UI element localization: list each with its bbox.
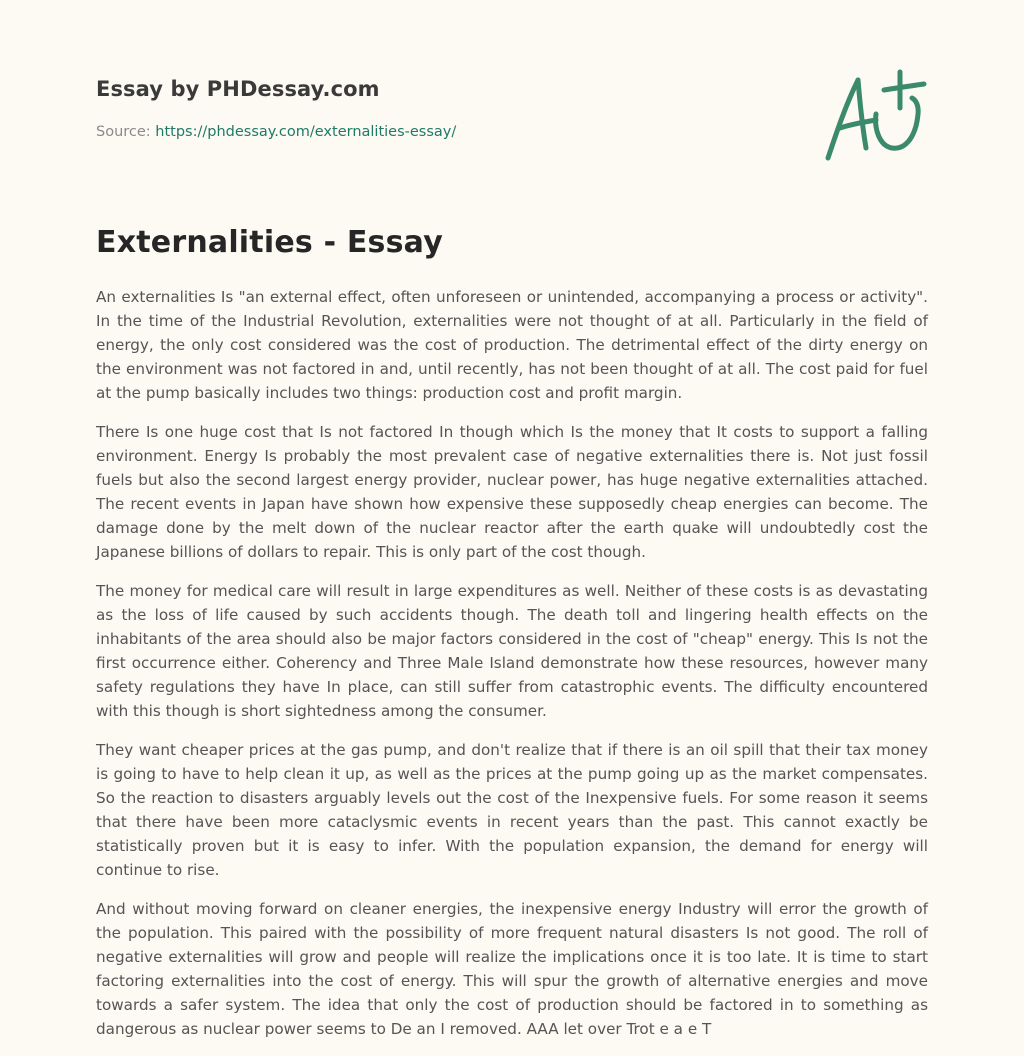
a-plus-logo: [818, 64, 930, 168]
source-label: Source:: [96, 124, 151, 140]
essay-paragraph: And without moving forward on cleaner energies, the inexpensive energy Industry will error the growth of the population. This paired with the possibility of more frequent natural disasters Is not good. The roll of negative externalities will grow and people will realize the implications once it is too late. It is time to start factoring externalities into the cost of energy. This will spur the growth of alternative energies and move towards a safer system. The idea that only the cost of production should be factored in to something as dangerous as nuclear power seems to De an I removed. AAA let over Trot e a e T: [96, 900, 928, 1038]
essay-paragraph: An externalities Is "an external effect, often unforeseen or unintended, accompanying a process or activity". In the time of the Industrial Revolution, externalities were not thought of at all. Particularly in the field of energy, the only cost considered was the cost of production. The detrimental effect of the dirty energy on the environment was not factored in and, until recently, has not been thought of at all. The cost paid for fuel at the pump basically includes two things: production cost and profit margin.: [96, 288, 928, 402]
site-brand: Essay by PHDessay.com: [96, 77, 380, 101]
essay-paragraph: They want cheaper prices at the gas pump, and don't realize that if there is an oil spill that their tax money is going to have to help clean it up, as well as the prices at the pump going up as the market compensates. So the reaction to disasters arguably levels out the cost of the Inexpensive fuels. For some reason it seems that there have been more cataclysmic events in recent years than the past. This cannot exactly be statistically proven but it is easy to infer. With the population expansion, the demand for energy will continue to rise.: [96, 741, 928, 879]
essay-title: Externalities - Essay: [96, 225, 443, 260]
essay-paragraph: There Is one huge cost that Is not factored In though which Is the money that It costs to support a falling environment. Energy Is probably the most prevalent case of negative externalities there is. Not just fossil fuels but also the second largest energy provider, nuclear power, has huge negative externalities attached. The recent events in Japan have shown how expensive these supposedly cheap energies can become. The damage done by the melt down of the nuclear reactor after the earth quake will undoubtedly cost the Japanese billions of dollars to repair. This is only part of the cost though.: [96, 423, 928, 561]
source-line: [96, 124, 456, 140]
essay-body: [96, 285, 928, 1056]
source-link[interactable]: https://phdessay.com/externalities-essay/: [155, 124, 457, 140]
a-plus-logo-icon: [818, 64, 930, 168]
essay-paragraph: The money for medical care will result in large expenditures as well. Neither of these costs is as devastating as the loss of life caused by such accidents though. The death toll and lingering health effects on the inhabitants of the area should also be major factors considered in the cost of "cheap" energy. This Is not the first occurrence either. Coherency and Three Male Island demonstrate how these resources, however many safety regulations they have In place, can still suffer from catastrophic events. The difficulty encountered with this though is short sightedness among the consumer.: [96, 582, 928, 720]
